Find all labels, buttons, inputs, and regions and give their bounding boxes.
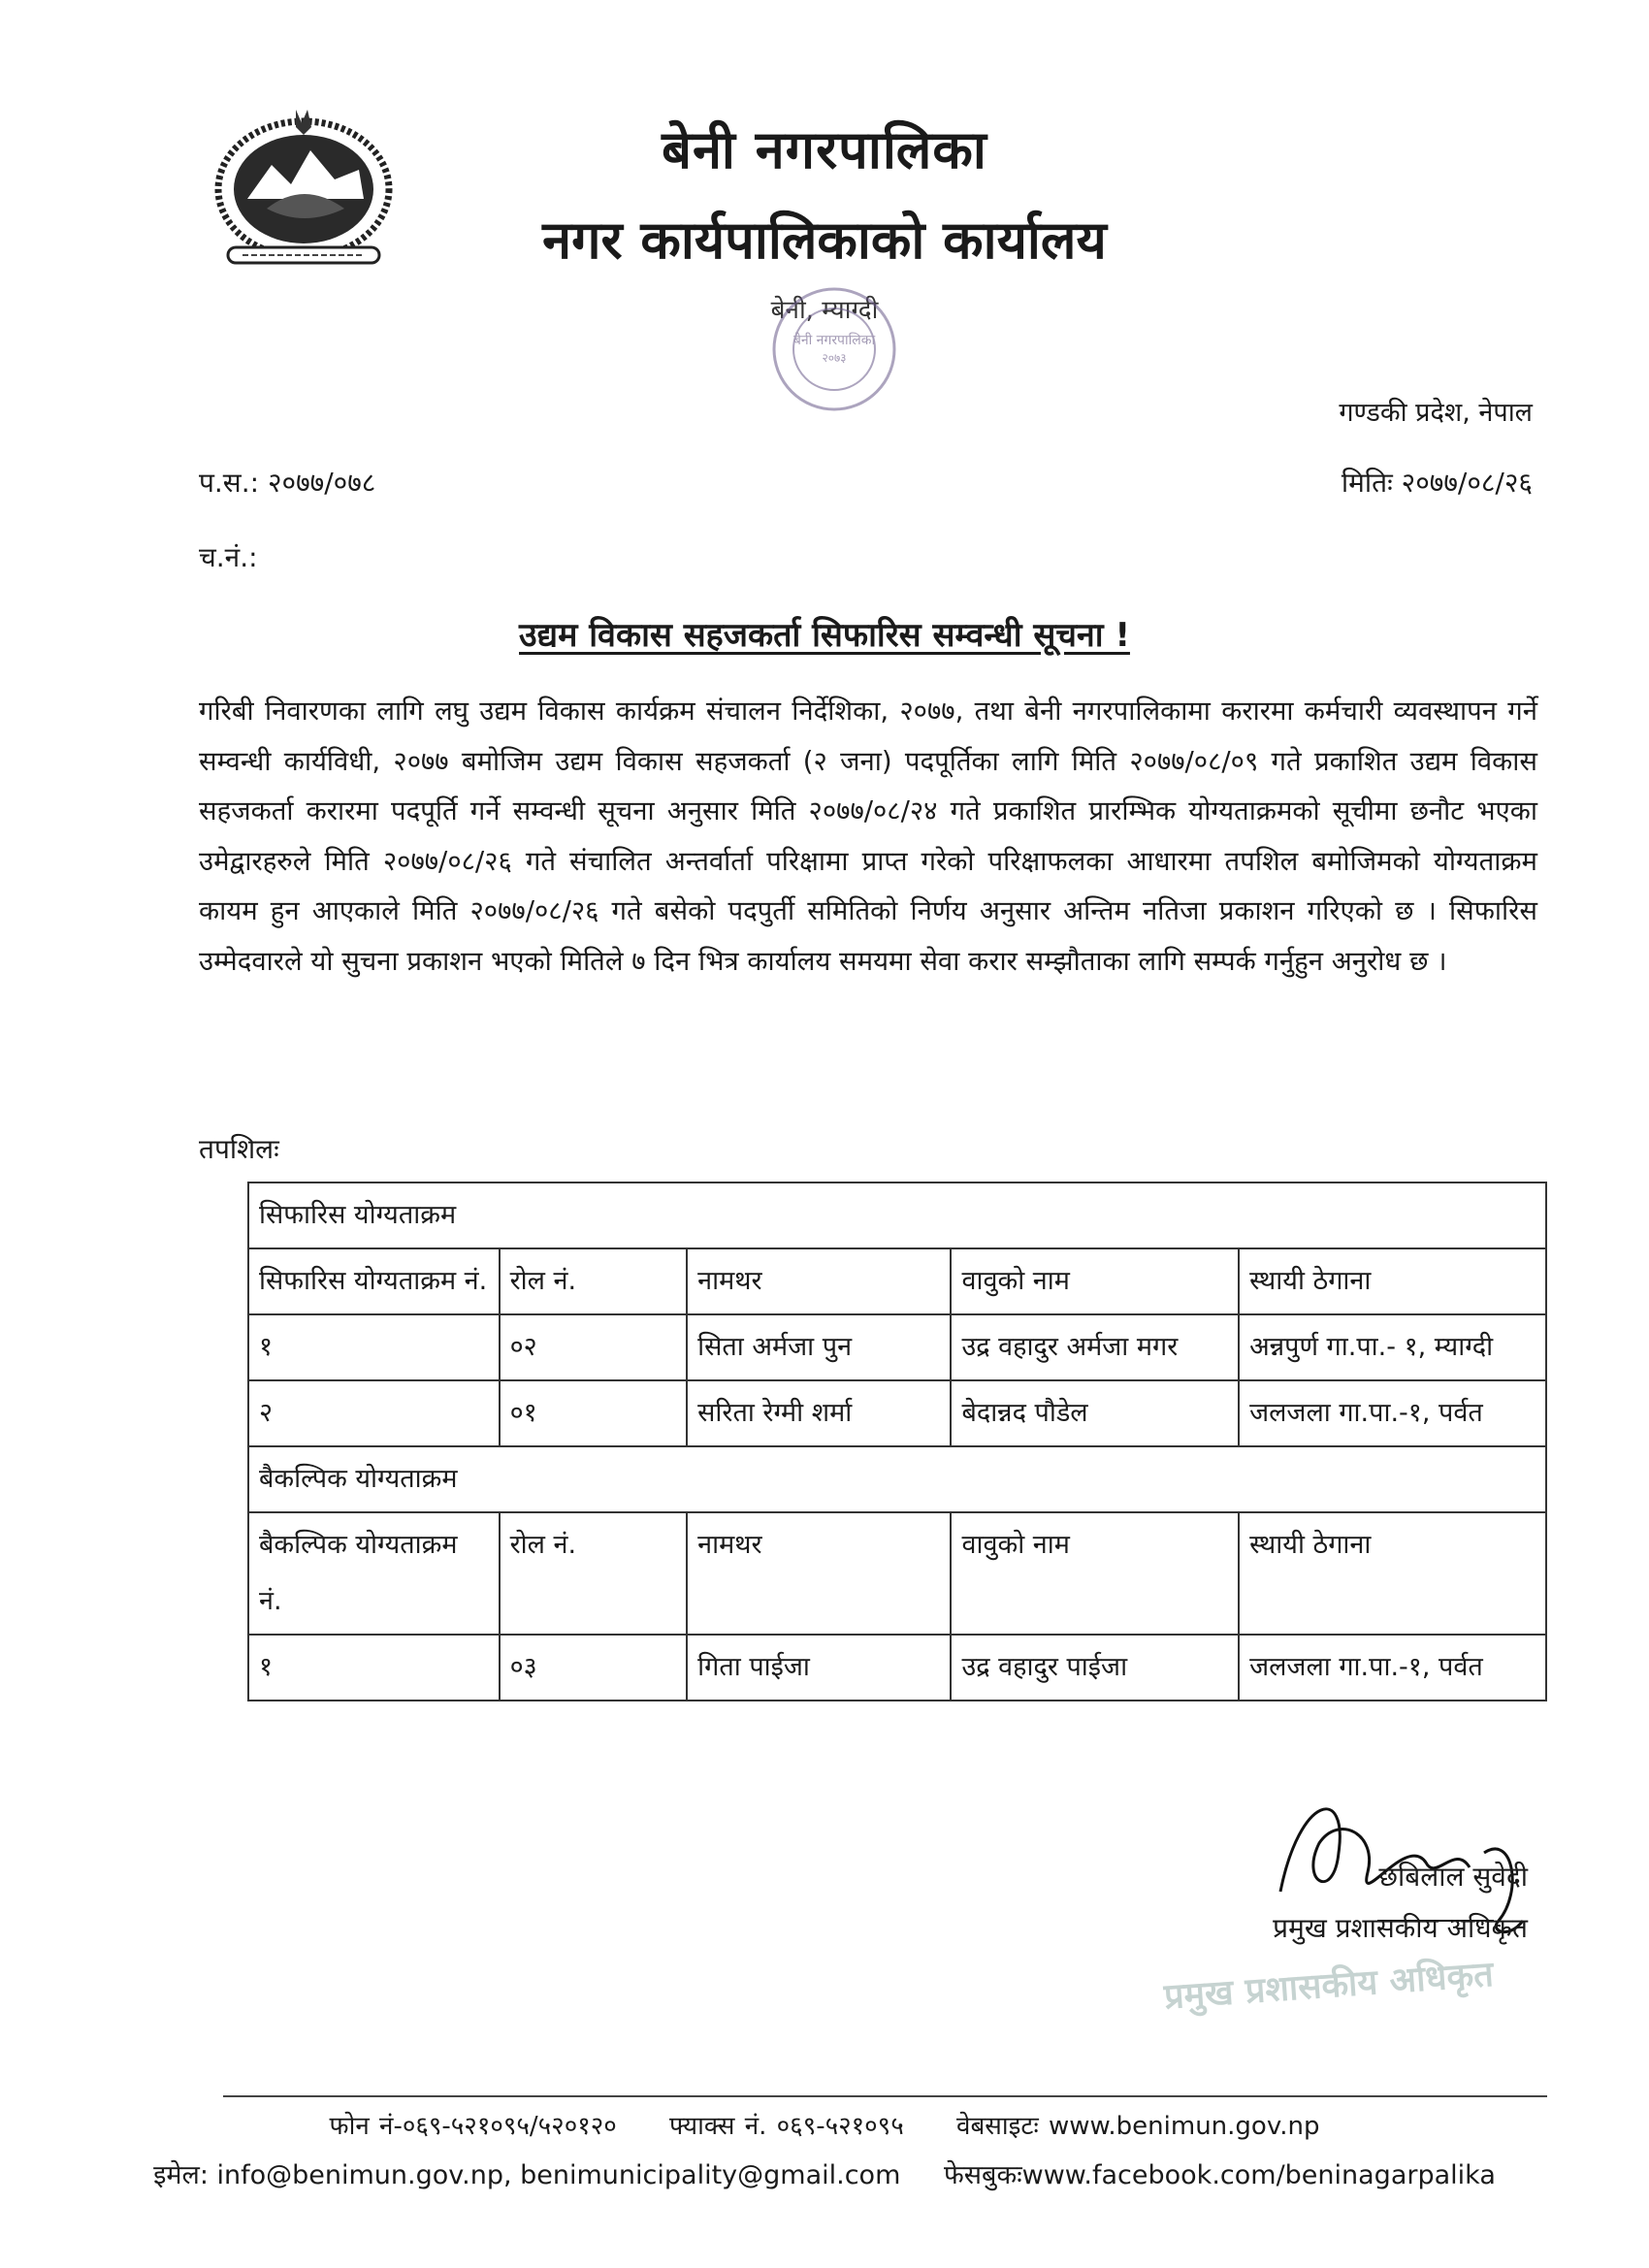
table-cell: १	[248, 1635, 500, 1701]
table-cell: सिता अर्मजा पुन	[687, 1314, 951, 1380]
header-cell: स्थायी ठेगाना	[1239, 1248, 1546, 1314]
header-cell: सिफारिस योग्यताक्रम नं.	[248, 1248, 500, 1314]
header-cell: स्थायी ठेगाना	[1239, 1512, 1546, 1635]
table-cell: जलजला गा.पा.-१, पर्वत	[1239, 1635, 1546, 1701]
footer-phone: फोन नं-०६९-५२१०९५/५२०१२०	[329, 2112, 617, 2141]
footer-divider	[223, 2095, 1547, 2097]
table-header-row	[248, 1512, 1546, 1635]
table-cell: सरिता रेग्मी शर्मा	[687, 1380, 951, 1446]
table-row	[248, 1380, 1546, 1446]
office-seal-stamp	[737, 267, 931, 432]
footer-facebook[interactable]: फेसबुकःwww.facebook.com/beninagarpalika	[943, 2160, 1496, 2190]
footer-fax: फ्याक्स नं. ०६९-५२१०९५	[669, 2112, 904, 2141]
table-cell: ०१	[500, 1380, 688, 1446]
header-cell: वावुको नाम	[951, 1248, 1239, 1314]
section-title-alternate: बैकल्पिक योग्यताक्रम	[248, 1446, 1546, 1512]
header-cell: रोल नं.	[500, 1248, 688, 1314]
details-label: तपशिलः	[199, 1133, 279, 1165]
notice-subject: उद्यम विकास सहजकर्ता सिफारिस सम्वन्धी सूचना !	[519, 616, 1130, 655]
signatory-name: छबिलाल सुवेदी	[1378, 1861, 1528, 1893]
svg-text:२०७३: २०७३	[822, 351, 847, 365]
letter-date: मितिः २०७७/०८/२६	[1341, 467, 1533, 499]
reference-number: प.स.: २०७७/०७८	[199, 467, 376, 499]
table-cell: १	[248, 1314, 500, 1380]
table-cell: बेदान्नद पौडेल	[951, 1380, 1239, 1446]
results-table	[247, 1182, 1547, 1701]
table-cell: उद्र वहादुर पाईजा	[951, 1635, 1239, 1701]
office-subtitle: नगर कार्यपालिकाको कार्यालय	[542, 210, 1107, 271]
table-cell: ०३	[500, 1635, 688, 1701]
province-label: गण्डकी प्रदेश, नेपाल	[1339, 398, 1533, 428]
section-title-recommended: सिफारिस योग्यताक्रम	[248, 1183, 1546, 1248]
signatory-title: प्रमुख प्रशासकीय अधिकृत	[1273, 1912, 1528, 1944]
table-row	[248, 1314, 1546, 1380]
header-cell: वावुको नाम	[951, 1512, 1239, 1635]
footer-email[interactable]: इमेल: info@benimun.gov.np, benimunicipality@gmail.com	[153, 2160, 901, 2190]
table-cell: अन्नपुर्ण गा.पा.- १, म्याग्दी	[1239, 1314, 1546, 1380]
table-cell: उद्र वहादुर अर्मजा मगर	[951, 1314, 1239, 1380]
section-row	[248, 1446, 1546, 1512]
table-cell: ०२	[500, 1314, 688, 1380]
header-cell: रोल नं.	[500, 1512, 688, 1635]
section-row	[248, 1183, 1546, 1248]
footer-online-line	[0, 2155, 1649, 2191]
table-cell: २	[248, 1380, 500, 1446]
table-cell: जलजला गा.पा.-१, पर्वत	[1239, 1380, 1546, 1446]
dispatch-number: च.नं.:	[199, 541, 258, 573]
notice-body: गरिबी निवारणका लागि लघु उद्यम विकास कार्यक्रम संचालन निर्देशिका, २०७७, तथा बेनी नगरपालिकामा करारमा कर्मचारी व्यवस्थापन गर्ने सम्वन्धी कार्यविधी, २०७७ बमोजिम उद्यम विकास सहजकर्ता (२ जना) पदपूर्तिका लागि मिति २०७७/०८/०९ गते प्रकाशित उद्यम विकास सहजकर्ता करारमा पदपूर्ति गर्ने सम्वन्धी सूचना अनुसार मिति २०७७/०८/२४ गते प्रकाशित प्रारम्भिक योग्यताक्रमको सूचीमा छनौट भएका उमेद्वारहरुले मिति २०७७/०८/२६ गते संचालित अन्तर्वार्ता परिक्षामा प्राप्त गरेको परिक्षाफलका आधारमा तपशिल बमोजिमको योग्यताक्रम कायम हुन आएकाले मिति २०७७/०८/२६ गते बसेको पदपुर्ती समितिको निर्णय अनुसार अन्तिम नतिजा प्रकाशन गरिएको छ । सिफारिस उम्मेदवारले यो सुचना प्रकाशन भएको मितिले ७ दिन भित्र कार्यालय समयमा सेवा करार सम्झौताका लागि सम्पर्क गर्नुहुन अनुरोध छ ।	[199, 696, 1537, 977]
footer-contact-line	[0, 2107, 1649, 2142]
official-title-stamp: प्रमुख प्रशासकीय अधिकृत	[1162, 1954, 1495, 2018]
header-cell: नामथर	[687, 1512, 951, 1635]
svg-text:बेनी नगरपालिका: बेनी नगरपालिका	[792, 333, 876, 348]
footer-website[interactable]: वेबसाइटः www.benimun.gov.np	[956, 2112, 1320, 2141]
office-name: बेनी नगरपालिका	[662, 119, 987, 180]
header-cell: बैकल्पिक योग्यताक्रम नं.	[248, 1512, 500, 1635]
table-cell: गिता पाईजा	[687, 1635, 951, 1701]
table-header-row	[248, 1248, 1546, 1314]
office-location: बेनी, म्याग्दी	[770, 296, 879, 325]
header-cell: नामथर	[687, 1248, 951, 1314]
table-row	[248, 1635, 1546, 1701]
